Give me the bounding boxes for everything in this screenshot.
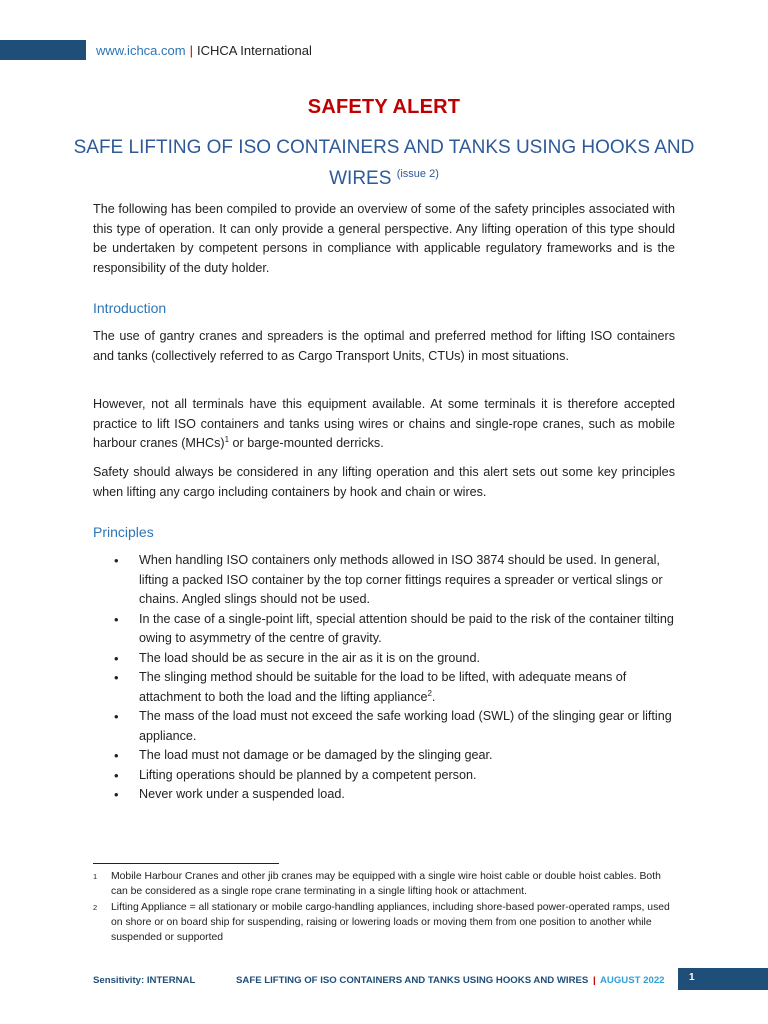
footer-title-text: SAFE LIFTING OF ISO CONTAINERS AND TANKS USING HOOKS AND WIRES [236, 975, 589, 986]
header-accent-bar [0, 40, 86, 60]
footnote-1 [93, 870, 675, 900]
footer-doc-title [236, 975, 665, 986]
list-item-end: . [431, 689, 436, 704]
list-item: • Never work under a suspended load. [110, 785, 675, 805]
introduction-paragraph-1: The use of gantry cranes and spreaders is the optimal and preferred method for lifting ISO containers and tanks (collectively referred to as Cargo Transport Units, CTUs) in most situations. [93, 329, 675, 363]
sensitivity-label: Sensitivity: INTERNAL [93, 975, 196, 986]
principles-heading: Principles [93, 524, 154, 540]
footer-separator: | [592, 975, 596, 986]
list-item-text: The slinging method should be suitable for the load to be lifted, with adequate means of attachment to both the load and the lifting appliance [139, 670, 627, 704]
organization-name: ICHCA International [196, 43, 312, 58]
intro-paragraph: The following has been compiled to provide an overview of some of the safety principles associated with this type of operation. It can only provide a general perspective. Any lifting operation of this type should be undertaken by competent persons in compliance with applicable regulatory frameworks and is the responsibility of the duty holder. [93, 202, 675, 275]
paragraph-text: However, not all terminals have this equipment available. At some terminals it is therefore accepted practice to lift ISO containers and tanks using wires or chains and single-rope cranes, such as mobile harbour cranes (MHCs) [93, 397, 675, 450]
page-number-box [678, 968, 768, 990]
website-link[interactable]: www.ichca.com [96, 43, 186, 58]
introduction-paragraph-3: Safety should always be considered in any lifting operation and this alert sets out some key principles when lifting any cargo including containers by hook and chain or wires. [93, 465, 675, 499]
footnote-mark: 2 [93, 903, 98, 912]
list-item: • When handling ISO containers only methods allowed in ISO 3874 should be used. In general, lifting a packed ISO container by the top corner fittings requires a spreader or vertical slings or chains. Angled slings should not be used. [110, 551, 675, 610]
footnote-text: Mobile Harbour Cranes and other jib cranes may be equipped with a single wire hoist cable or double hoist cables. Both can be considered as a single rope crane terminating in a single lifting hook or attachment. [111, 871, 661, 897]
page-number: 1 [689, 972, 695, 983]
principles-list [110, 551, 675, 805]
footnote-ref-2[interactable]: 2 [427, 688, 432, 698]
list-item: • The load should be as secure in the air as it is on the ground. [110, 649, 675, 669]
list-item: • Lifting operations should be planned by a competent person. [110, 766, 675, 786]
footnote-divider [93, 863, 279, 864]
footnote-mark: 1 [93, 872, 98, 881]
list-item: • The mass of the load must not exceed the safe working load (SWL) of the slinging gear or lifting appliance. [110, 707, 675, 746]
page-header [96, 43, 312, 58]
safety-alert-title: SAFETY ALERT [307, 96, 461, 118]
footnote-ref-1[interactable]: 1 [224, 435, 230, 444]
list-item: • In the case of a single-point lift, special attention should be paid to the risk of the container tilting owing to asymmetry of the centre of gravity. [110, 610, 675, 649]
footnote-text: Lifting Appliance = all stationary or mobile cargo-handling appliances, including shore-based power-operated ramps, used on shore or on board ship for suspending, raising or lowering loads or moving them from one position to another while suspended or supported [111, 902, 670, 943]
document-title [70, 134, 698, 192]
document-title-text: SAFE LIFTING OF ISO CONTAINERS AND TANKS USING HOOKS AND WIRES [73, 137, 695, 189]
issue-label: (issue 2) [396, 168, 439, 180]
footer-date: AUGUST 2022 [599, 975, 665, 986]
header-separator: | [189, 43, 193, 58]
introduction-paragraph-2 [93, 395, 675, 454]
footnote-2 [93, 901, 675, 945]
list-item [110, 668, 675, 707]
list-item: • The load must not damage or be damaged by the slinging gear. [110, 746, 675, 766]
paragraph-text: or barge-mounted derricks. [229, 436, 384, 450]
introduction-heading: Introduction [93, 300, 167, 316]
